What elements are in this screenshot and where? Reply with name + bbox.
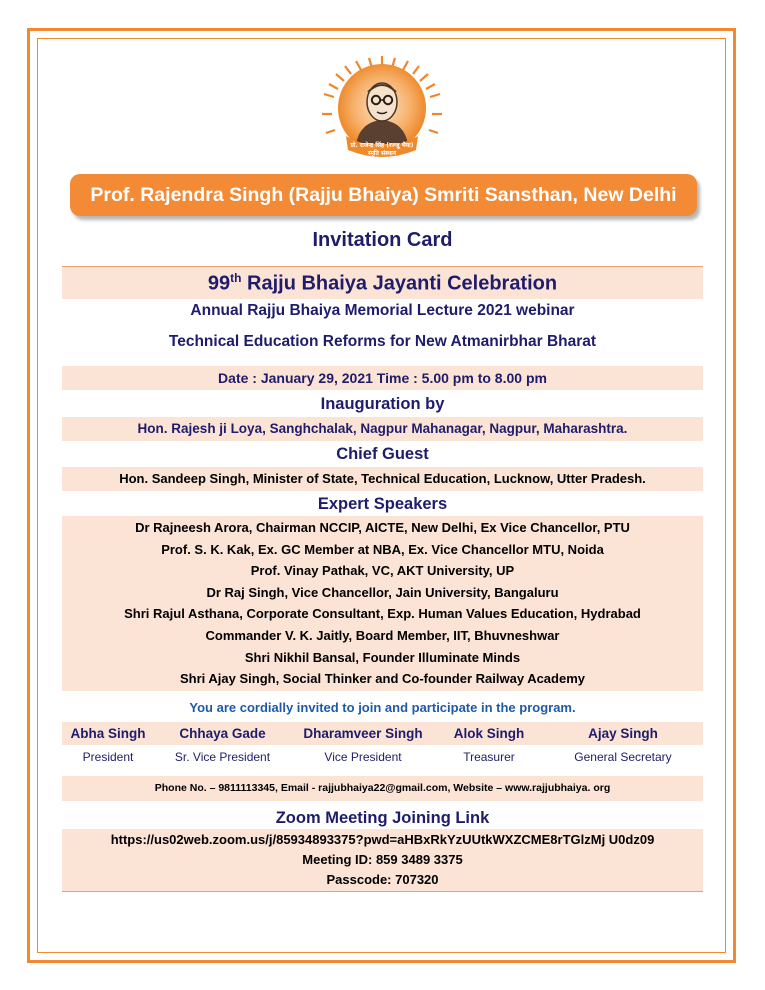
zoom-link[interactable]: https://us02web.zoom.us/j/85934893375?pwd=aHBxRkYzUUtkWXZCME8rTGlzMj U0dz09 (110, 832, 655, 847)
expert-speakers-heading: Expert Speakers (317, 495, 448, 513)
committee-role: Sr. Vice President (174, 749, 271, 764)
invitation-text: You are cordially invited to join and participate in the program. (189, 700, 576, 715)
committee-name: Abha Singh (70, 726, 146, 741)
committee-table (62, 722, 703, 768)
contact-info: Phone No. – 9811113345, Email - rajjubhaiya22@gmail.com, Website – www.rajjubhaiya. org (62, 776, 703, 801)
committee-role: Treasurer (463, 749, 515, 764)
organization-banner (70, 174, 697, 216)
committee-name: Dharamveer Singh (303, 726, 423, 741)
bottom-divider (62, 891, 703, 892)
logo-caption-line1: प्रो. राजेन्द्र सिंह (रज्जू भैया) (350, 142, 414, 149)
lecture-title: Annual Rajju Bhaiya Memorial Lecture 2021 webinar (190, 302, 575, 319)
organization-name: Prof. Rajendra Singh (Rajju Bhaiya) Smriti Sansthan, New Delhi (90, 183, 677, 206)
celebration-title (62, 266, 703, 299)
committee-name: Ajay Singh (588, 726, 658, 741)
speaker-list (62, 516, 703, 691)
speaker-item: Dr Rajneesh Arora, Chairman NCCIP, AICTE, New Delhi, Ex Vice Chancellor, PTU (135, 520, 630, 535)
meeting-id: Meeting ID: 859 3489 3375 (302, 852, 463, 867)
committee-role: President (82, 749, 134, 764)
speaker-item: Dr Raj Singh, Vice Chancellor, Jain University, Bangaluru (206, 584, 559, 600)
zoom-heading: Zoom Meeting Joining Link (275, 809, 490, 827)
speaker-item: Prof. S. K. Kak, Ex. GC Member at NBA, Ex. Vice Chancellor MTU, Noida (161, 541, 604, 557)
speaker-item: Shri Nikhil Bansal, Founder Illuminate Minds (244, 649, 521, 665)
committee-role: General Secretary (574, 749, 672, 764)
celebration-suffix: th (230, 271, 242, 285)
committee-name: Chhaya Gade (179, 726, 266, 741)
speaker-item: Commander V. K. Jaitly, Board Member, IIT, Bhuvneshwar (205, 627, 560, 643)
logo-caption-line2: स्मृति संस्थान (368, 150, 396, 157)
celebration-number: 99 (207, 272, 231, 295)
committee-roles-row (62, 745, 703, 768)
topic-title: Technical Education Reforms for New Atmanirbhar Bharat (168, 333, 597, 350)
committee-name: Alok Singh (453, 726, 525, 741)
celebration-text: Rajju Bhaiya Jayanti Celebration (247, 272, 558, 295)
passcode: Passcode: 707320 (326, 872, 439, 887)
speaker-item: Prof. Vinay Pathak, VC, AKT University, UP (250, 563, 515, 579)
committee-role: Vice President (324, 749, 402, 764)
zoom-details (62, 829, 703, 891)
chief-guest-name: Hon. Sandeep Singh, Minister of State, Technical Education, Lucknow, Utter Pradesh. (62, 467, 703, 491)
speaker-item: Shri Rajul Asthana, Corporate Consultant, Exp. Human Values Education, Hydrabad (124, 606, 641, 622)
inauguration-heading: Inauguration by (320, 395, 445, 413)
page-title: Invitation Card (312, 229, 453, 251)
portrait-logo-icon (316, 52, 448, 164)
date-time: Date : January 29, 2021 Time : 5.00 pm to 8.00 pm (62, 366, 703, 390)
speaker-item: Shri Ajay Singh, Social Thinker and Co-founder Railway Academy (179, 671, 585, 687)
committee-names-row (62, 722, 703, 745)
inauguration-name: Hon. Rajesh ji Loya, Sanghchalak, Nagpur Mahanagar, Nagpur, Maharashtra. (62, 417, 703, 441)
chief-guest-heading: Chief Guest (336, 445, 429, 463)
